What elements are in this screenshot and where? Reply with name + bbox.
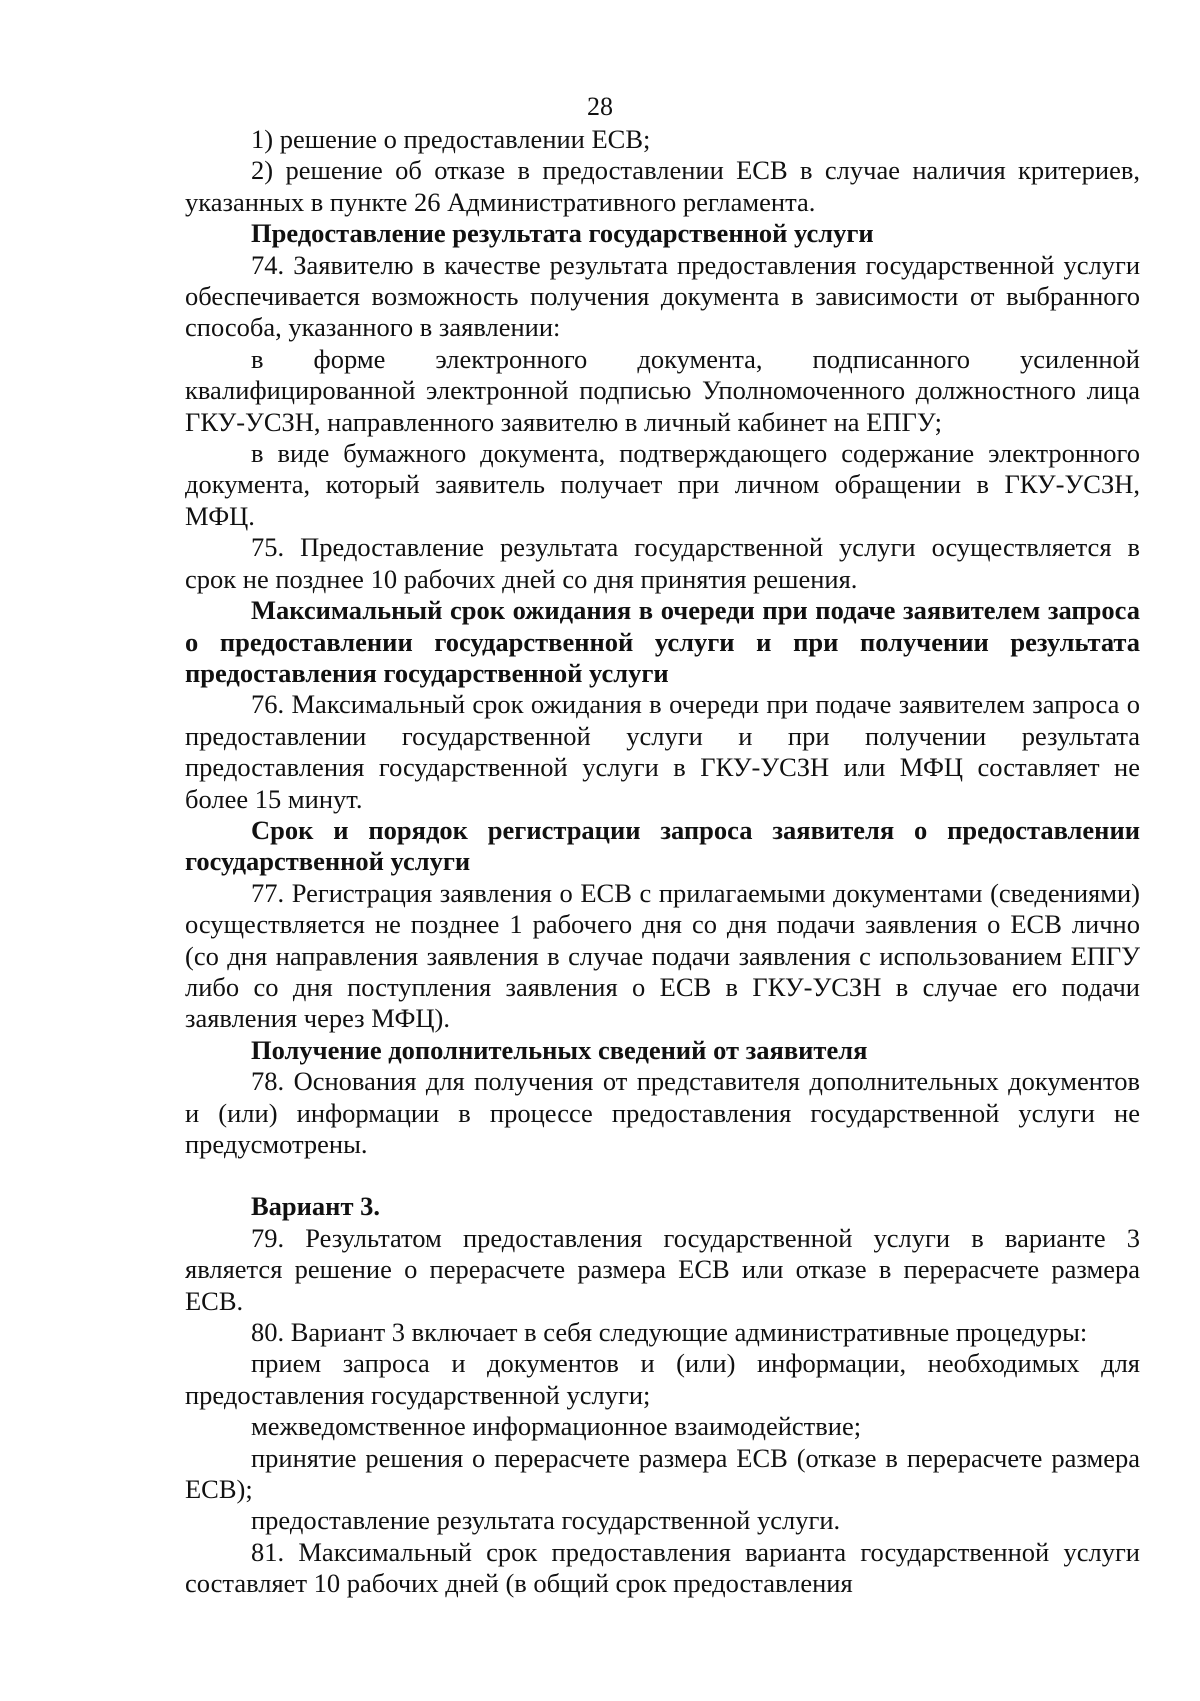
document-body	[185, 124, 1140, 1600]
heading-max-waiting-time: Максимальный срок ожидания в очереди при подаче заявителем запроса о предоставлении государственной услуги и при получении результата предоставления государственной услуги	[185, 595, 1140, 688]
procedure-decision: принятие решения о перерасчете размера ЕСВ (отказе в перерасчете размера ЕСВ);	[185, 1442, 1140, 1505]
blank-line	[185, 1160, 1140, 1191]
paragraph-76: 76. Максимальный срок ожидания в очереди при подаче заявителем запроса о предоставлении государственной услуги и при получении результата предоставления государственной услуги в ГКУ-УСЗН или МФЦ составляет не более 15 минут.	[185, 689, 1140, 814]
paragraph-decision-grant: 1) решение о предоставлении ЕСВ;	[251, 124, 651, 154]
paragraph-78: 78. Основания для получения от представителя дополнительных документов и (или) информации в процессе предоставления государственной услуги не предусмотрены.	[185, 1066, 1140, 1159]
paragraph-paper-form: в виде бумажного документа, подтверждающего содержание электронного документа, который заявитель получает при личном обращении в ГКУ-УСЗН, МФЦ.	[185, 438, 1140, 531]
page-number: 28	[587, 92, 613, 121]
procedure-interagency: межведомственное информационное взаимодействие;	[251, 1411, 862, 1442]
heading-additional-info: Получение дополнительных сведений от заявителя	[251, 1034, 868, 1065]
heading-variant-3: Вариант 3.	[251, 1191, 380, 1222]
paragraph-75: 75. Предоставление результата государственной услуги осуществляется в срок не позднее 10 рабочих дней со дня принятия решения.	[185, 532, 1140, 594]
paragraph-decision-refusal: 2) решение об отказе в предоставлении ЕСВ в случае наличия критериев, указанных в пункте 26 Административного регламента.	[185, 155, 1140, 217]
paragraph-81: 81. Максимальный срок предоставления варианта государственной услуги составляет 10 рабочих дней (в общий срок предоставления	[185, 1536, 1140, 1599]
procedure-result: предоставление результата государственной услуги.	[251, 1505, 841, 1536]
paragraph-77: 77. Регистрация заявления о ЕСВ с прилагаемыми документами (сведениями) осуществляется не позднее 1 рабочего дня со дня подачи заявления о ЕСВ лично (со дня направления заявления в случае подачи заявления с использованием ЕПГУ либо со дня поступления заявления о ЕСВ в ГКУ-УСЗН в случае его подачи заявления через МФЦ).	[185, 877, 1140, 1034]
heading-registration: Срок и порядок регистрации запроса заявителя о предоставлении государственной услуги	[185, 814, 1140, 877]
paragraph-electronic-form: в форме электронного документа, подписанного усиленной квалифицированной электронной подписью Уполномоченного должностного лица ГКУ-УСЗН, направленного заявителю в личный кабинет на ЕПГУ;	[185, 343, 1140, 437]
paragraph-74: 74. Заявителю в качестве результата предоставления государственной услуги обеспечивается возможность получения документа в зависимости от выбранного способа, указанного в заявлении:	[185, 249, 1140, 343]
paragraph-79: 79. Результатом предоставления государственной услуги в варианте 3 является решение о перерасчете размера ЕСВ или отказе в перерасчете размера ЕСВ.	[185, 1222, 1140, 1316]
procedure-request-intake: прием запроса и документов и (или) информации, необходимых для предоставления государственной услуги;	[185, 1348, 1140, 1410]
heading-result-provision: Предоставление результата государственной услуги	[251, 218, 874, 249]
paragraph-80: 80. Вариант 3 включает в себя следующие административные процедуры:	[251, 1317, 1088, 1348]
